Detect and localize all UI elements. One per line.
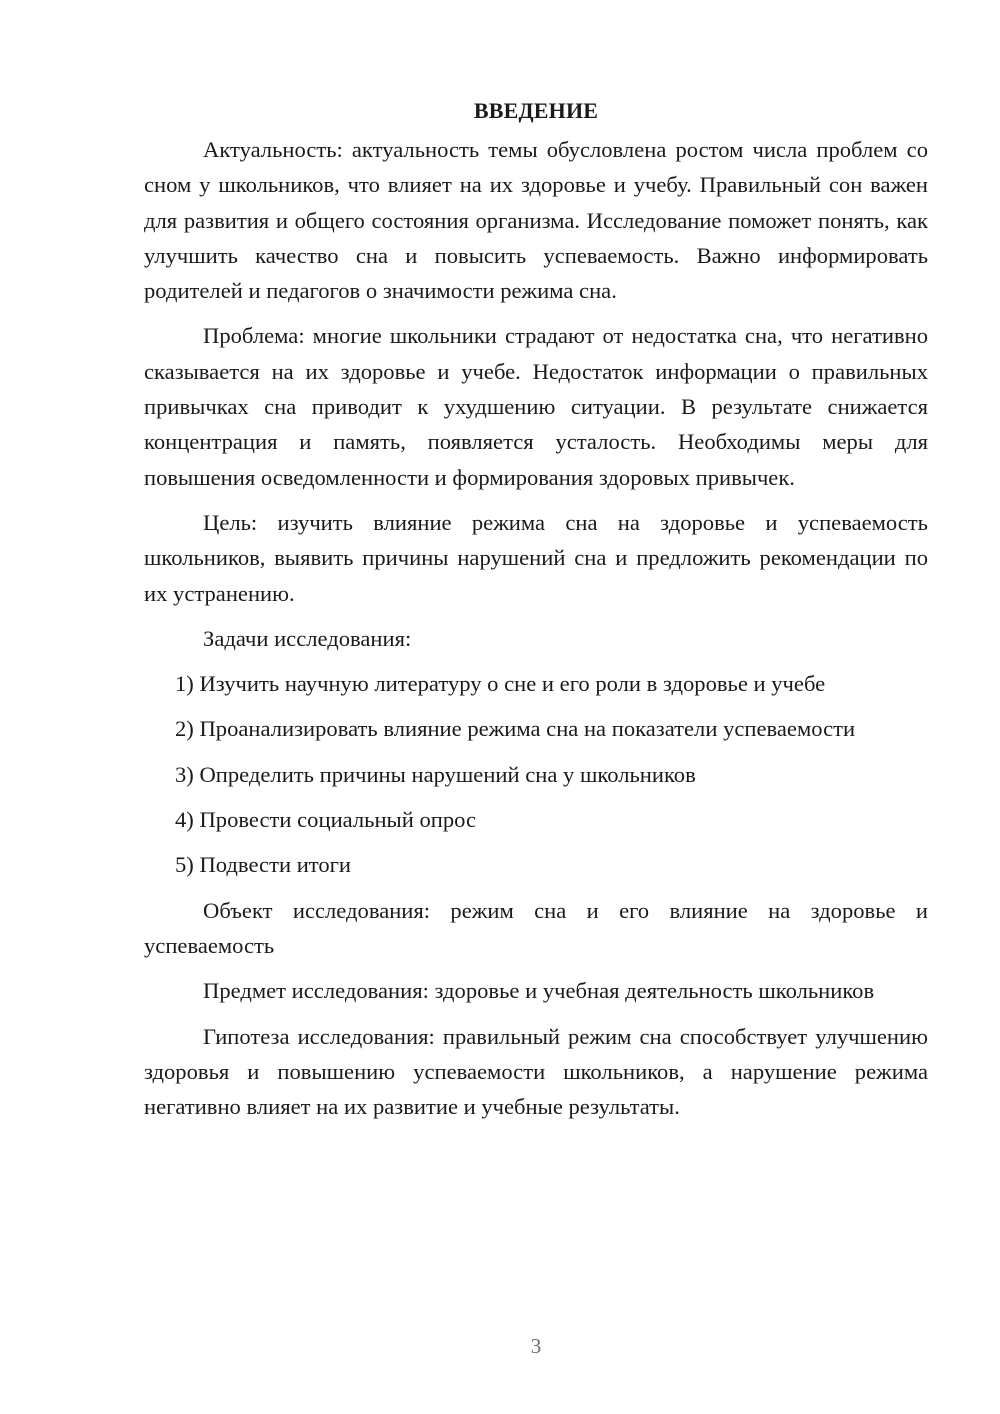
- task-item-5: 5) Подвести итоги: [175, 852, 352, 878]
- task-item-2: 2) Проанализировать влияние режима сна на показатели успеваемости: [175, 716, 856, 742]
- research-object-paragraph: Объект исследования: режим сна и его влияние на здоровье и успеваемость: [144, 897, 928, 958]
- task-item-4: 4) Провести социальный опрос: [175, 807, 477, 833]
- page-content: [144, 96, 928, 1132]
- problem-paragraph: Проблема: многие школьники страдают от недостатка сна, что негативно сказывается на их здоровье и учебе. Недостаток информации о правильных привычках сна приводит к ухудшению ситуации. В результате снижается концентрация и память, появляется усталость. Необходимы меры для повышения осведомленности и формирования здоровых привычек.: [144, 323, 928, 490]
- relevance-paragraph: Актуальность: актуальность темы обусловлена ростом числа проблем со сном у школьников, что влияет на их здоровье и учебу. Правильный сон важен для развития и общего состояния организма. Исследование поможет понять, как улучшить качество сна и повысить успеваемость. Важно информировать родителей и педагогов о значимости режима сна.: [144, 137, 928, 304]
- task-item-3: 3) Определить причины нарушений сна у школьников: [175, 761, 696, 787]
- goal-paragraph: Цель: изучить влияние режима сна на здоровье и успеваемость школьников, выявить причины нарушений сна и предложить рекомендации по их устранению.: [144, 509, 928, 606]
- page-number: 3: [530, 1334, 542, 1358]
- section-title: ВВЕДЕНИЕ: [473, 98, 599, 123]
- tasks-heading: Задачи исследования:: [203, 625, 412, 651]
- hypothesis-paragraph: Гипотеза исследования: правильный режим сна способствует улучшению здоровья и повышению успеваемости школьников, а нарушение режима негативно влияет на их развитие и учебные результаты.: [144, 1023, 928, 1120]
- research-subject-paragraph: Предмет исследования: здоровье и учебная деятельность школьников: [203, 978, 875, 1004]
- task-item-1: 1) Изучить научную литературу о сне и его роли в здоровье и учебе: [175, 671, 826, 697]
- tasks-list: [144, 666, 928, 882]
